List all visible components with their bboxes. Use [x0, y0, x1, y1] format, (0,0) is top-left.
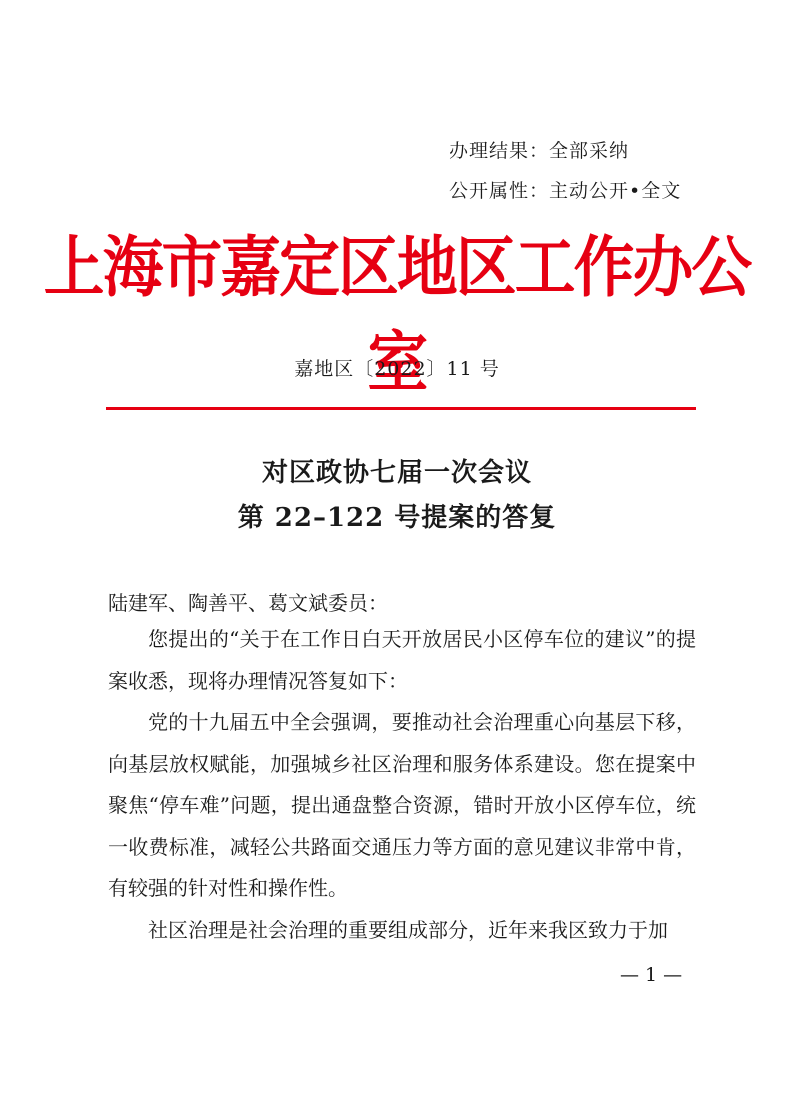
page-number: — 1 —	[620, 964, 683, 986]
document-number: 嘉地区〔2022〕11 号	[294, 358, 500, 380]
letterhead-title: 上海市嘉定区地区工作办公室	[43, 229, 751, 401]
body-text	[108, 619, 696, 951]
red-divider	[106, 407, 696, 410]
salutation: 陆建军、陶善平、葛文斌委员：	[108, 591, 388, 615]
document-title-line1: 对区政协七届一次会议	[261, 458, 532, 488]
paragraph: 社区治理是社会治理的重要组成部分，近年来我区致力于加	[148, 917, 668, 942]
document-title-line2: 第 22–122 号提案的答复	[237, 503, 557, 533]
disclosure-attribute: 公开属性：主动公开•全文	[449, 180, 682, 202]
paragraph: 您提出的“关于在工作日白天开放居民小区停车位的建议”的提案收悉，现将办理情况答复如下：	[108, 627, 696, 693]
handling-result: 办理结果：全部采纳	[449, 140, 630, 162]
paragraph: 党的十九届五中全会强调，要推动社会治理重心向基层下移，向基层放权赋能，加强城乡社区治理和服务体系建设。您在提案中聚焦“停车难”问题，提出通盘整合资源，错时开放小区停车位，统一收费标准，减轻公共路面交通压力等方面的意见建议非常中肯，有较强的针对性和操作性。	[108, 710, 696, 900]
